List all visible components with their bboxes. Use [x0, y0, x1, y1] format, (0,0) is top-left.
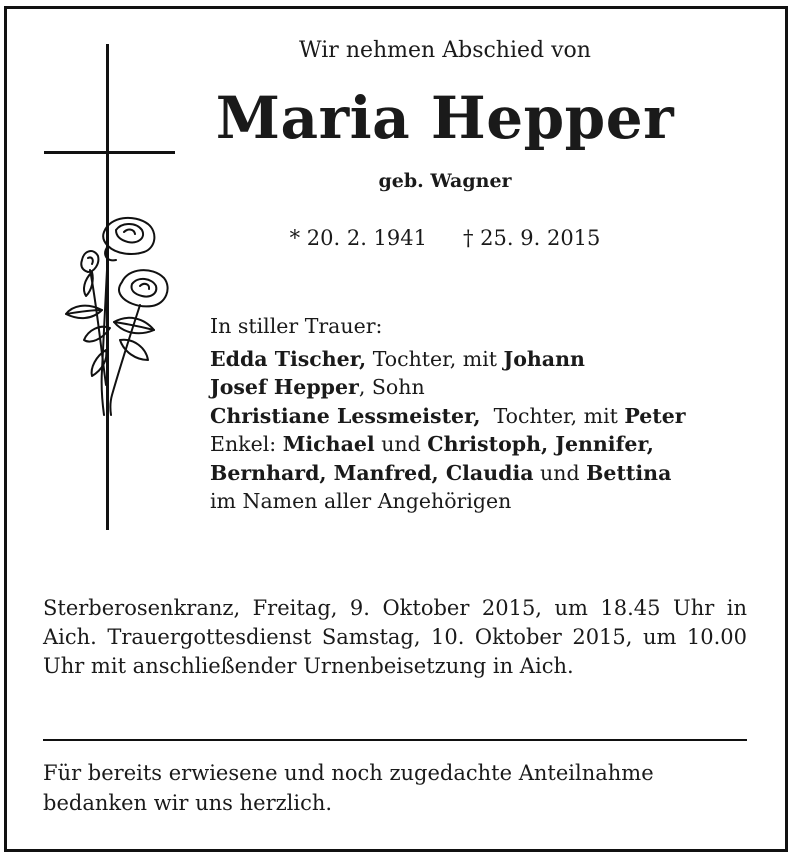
maiden-name: geb. Wagner: [378, 170, 512, 192]
mourner-line: [210, 373, 755, 402]
mourner-name: Josef Hepper: [210, 375, 359, 399]
mourner-relation: Enkel:: [210, 432, 283, 456]
mourner-name: Christoph, Jennifer,: [427, 432, 654, 456]
cross-bar: [44, 151, 175, 154]
mourner-line: [210, 430, 755, 459]
service-details: Sterberosenkranz, Freitag, 9. Oktober 2015, um 18.45 Uhr in Aich. Trauergottesdienst Samstag, 10. Oktober 2015, um 10.00 Uhr mit anschließender Urnenbeisetzung in Aich.: [43, 596, 747, 678]
life-dates: [200, 226, 690, 250]
mourner-relation: , Sohn: [358, 375, 425, 399]
rose-icon: [62, 210, 172, 420]
mourner-line: [210, 345, 755, 374]
mourner-relation: Tochter, mit: [366, 346, 504, 371]
deceased-name: Maria Hepper: [215, 84, 675, 152]
mourner-name: Bettina: [586, 460, 672, 485]
divider: [43, 739, 747, 741]
mourner-relation: und: [374, 432, 428, 456]
mourner-name: Christiane Lessmeister,: [210, 403, 481, 428]
mourners-block: [210, 312, 755, 516]
intro-line: Wir nehmen Abschied von: [299, 38, 591, 63]
birth-date: * 20. 2. 1941: [289, 226, 427, 250]
mourner-relation: Tochter, mit: [480, 403, 625, 428]
mourner-name: Bernhard, Manfred, Claudia: [210, 460, 534, 485]
mourner-name: Michael: [282, 432, 375, 456]
thanks-note: Für bereits erwiesene und noch zugedachte Anteilnahme bedanken wir uns herzlich.: [43, 761, 654, 815]
mourner-line: [210, 459, 755, 488]
mourners-closing: im Namen aller Angehörigen: [210, 489, 512, 513]
mourner-name: Edda Tischer,: [210, 346, 367, 371]
mourner-name: Johann: [503, 346, 585, 371]
mourner-relation: und: [533, 460, 587, 485]
death-date: † 25. 9. 2015: [463, 226, 601, 250]
mourner-name: Peter: [624, 403, 686, 428]
mourners-heading: In stiller Trauer:: [210, 314, 383, 338]
mourner-line: [210, 402, 755, 431]
